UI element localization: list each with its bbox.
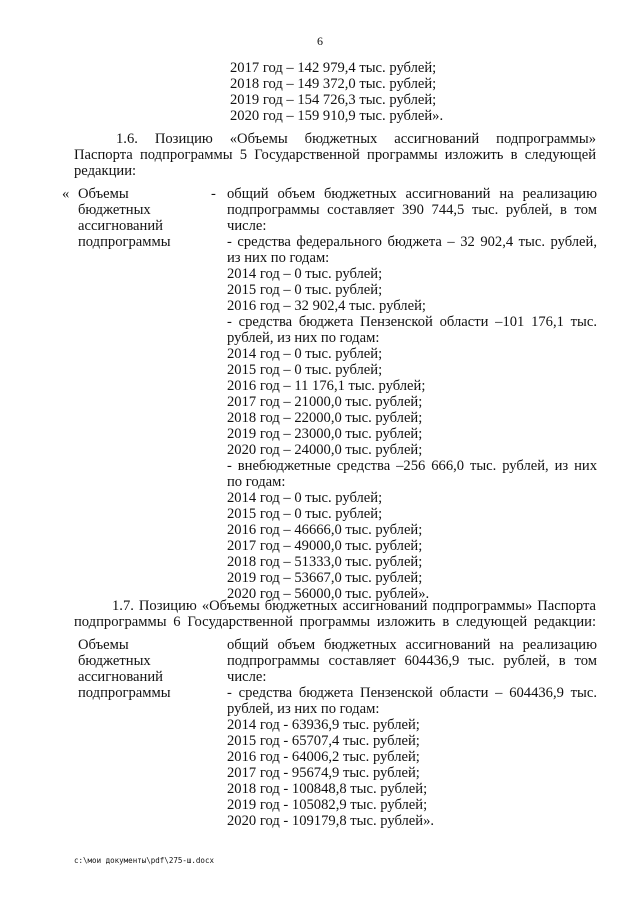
funding-content-line: 2018 год – 51333,0 тыс. рублей; [227, 554, 423, 570]
funding-content-line: общий объем бюджетных ассигнований на реализацию [227, 186, 597, 202]
funding-content-line: 2014 год – 0 тыс. рублей; [227, 490, 383, 506]
funding-content-line: 2015 год – 0 тыс. рублей; [227, 506, 383, 522]
funding-content-line: - внебюджетные средства –256 666,0 тыс. рублей, из них [227, 458, 597, 474]
section-1-6-paragraph-line: Паспорта подпрограммы 5 Государственной программы изложить в следующей [74, 147, 596, 163]
funding-content-line: 2017 год - 95674,9 тыс. рублей; [227, 765, 420, 781]
funding-content-line: 2019 год - 105082,9 тыс. рублей; [227, 797, 428, 813]
funding-content-line: общий объем бюджетных ассигнований на реализацию [227, 637, 597, 653]
label-line: бюджетных [78, 202, 151, 218]
funding-content-line: - средства федерального бюджета – 32 902,4 тыс. рублей, [227, 234, 597, 250]
funding-content-line: 2016 год – 32 902,4 тыс. рублей; [227, 298, 426, 314]
funding-content-line: по годам: [227, 474, 286, 490]
funding-content-line: 2016 год – 46666,0 тыс. рублей; [227, 522, 423, 538]
funding-content-line: 2017 год – 21000,0 тыс. рублей; [227, 394, 423, 410]
section-1-7-paragraph-line: 1.7. Позицию «Объемы бюджетных ассигнований подпрограммы» Паспорта [112, 598, 596, 614]
funding-content-line: 2017 год – 49000,0 тыс. рублей; [227, 538, 423, 554]
intro-year-line: 2019 год – 154 726,3 тыс. рублей; [230, 92, 437, 108]
footer-file-path: c:\мои документы\pdf\275-ш.docx [74, 856, 214, 865]
intro-year-line: 2018 год – 149 372,0 тыс. рублей; [230, 76, 437, 92]
label-line: подпрограммы [78, 685, 171, 701]
label-line: подпрограммы [78, 234, 171, 250]
funding-content-line: подпрограммы составляет 604436,9 тыс. рублей, в том [227, 653, 597, 669]
separator-dash: - [211, 186, 216, 202]
funding-content-line: 2016 год - 64006,2 тыс. рублей; [227, 749, 420, 765]
funding-content-line: 2020 год - 109179,8 тыс. рублей». [227, 813, 435, 829]
section-1-6-paragraph-line: редакции: [74, 163, 137, 179]
funding-content-line: 2018 год - 100848,8 тыс. рублей; [227, 781, 428, 797]
funding-content-line: рублей, из них по годам: [227, 330, 380, 346]
funding-content-line: 2014 год – 0 тыс. рублей; [227, 346, 383, 362]
funding-content-line: 2016 год – 11 176,1 тыс. рублей; [227, 378, 426, 394]
funding-content-line: подпрограммы составляет 390 744,5 тыс. рублей, в том [227, 202, 597, 218]
intro-year-line: 2017 год – 142 979,4 тыс. рублей; [230, 60, 437, 76]
funding-content-line: из них по годам: [227, 250, 330, 266]
label-line: бюджетных [78, 653, 151, 669]
funding-content-line: - средства бюджета Пензенской области – 604436,9 тыс. [227, 685, 597, 701]
funding-content-line: 2015 год – 0 тыс. рублей; [227, 282, 383, 298]
funding-content-line: 2015 год - 65707,4 тыс. рублей; [227, 733, 420, 749]
label-line: Объемы [78, 637, 129, 653]
funding-content-line: 2014 год - 63936,9 тыс. рублей; [227, 717, 420, 733]
label-line: ассигнований [78, 218, 163, 234]
page-number: 6 [317, 34, 323, 48]
funding-content-line: - средства бюджета Пензенской области –101 176,1 тыс. [227, 314, 597, 330]
funding-content-line: 2020 год – 56000,0 тыс. рублей». [227, 586, 430, 602]
funding-content-line: 2020 год – 24000,0 тыс. рублей; [227, 442, 423, 458]
funding-content-line: 2014 год – 0 тыс. рублей; [227, 266, 383, 282]
open-quote-mark: « [62, 186, 70, 202]
funding-content-line: 2019 год – 23000,0 тыс. рублей; [227, 426, 423, 442]
funding-content-line: 2015 год – 0 тыс. рублей; [227, 362, 383, 378]
funding-content-line: числе: [227, 218, 267, 234]
funding-content-line: рублей, из них по годам: [227, 701, 380, 717]
funding-content-line: 2018 год – 22000,0 тыс. рублей; [227, 410, 423, 426]
funding-content-line: числе: [227, 669, 267, 685]
label-line: ассигнований [78, 669, 163, 685]
section-1-6-paragraph-line: 1.6. Позицию «Объемы бюджетных ассигнований подпрограммы» [116, 131, 596, 147]
section-1-7-paragraph-line: подпрограммы 6 Государственной программы изложить в следующей редакции: [74, 614, 596, 630]
intro-year-line: 2020 год – 159 910,9 тыс. рублей». [230, 108, 444, 124]
label-line: Объемы [78, 186, 129, 202]
funding-content-line: 2019 год – 53667,0 тыс. рублей; [227, 570, 423, 586]
